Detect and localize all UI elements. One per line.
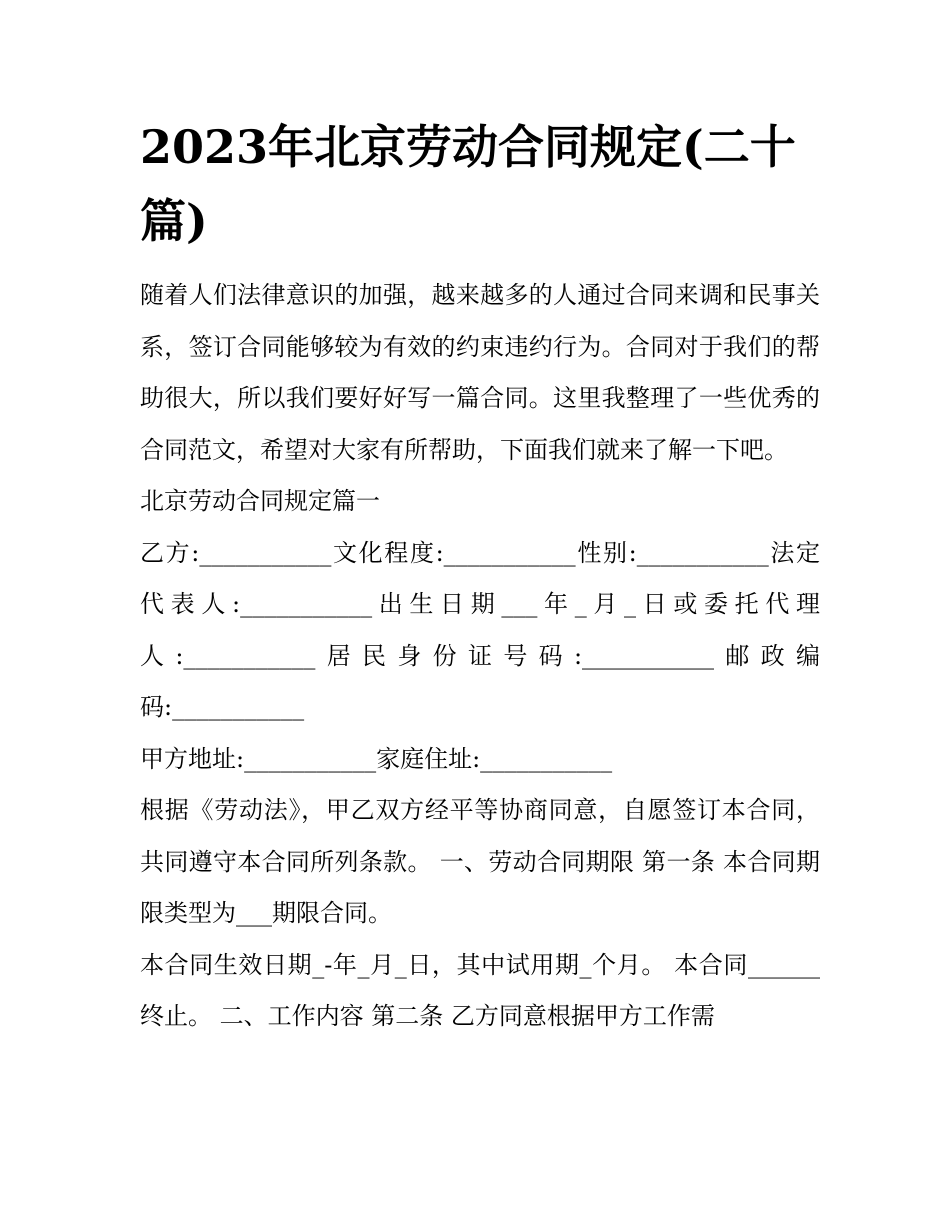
document-title: 2023年北京劳动合同规定(二十篇)	[140, 120, 796, 248]
intro-paragraph: 随着人们法律意识的加强，越来越多的人通过合同来调和民事关系，签订合同能够较为有效的约束违约行为。合同对于我们的帮助很大，所以我们要好好写一篇合同。这里我整理了一些优秀的合同范文，希望对大家有所帮助，下面我们就来了解一下吧。	[140, 281, 820, 464]
party-a-address: 甲方地址:___________家庭住址:___________	[140, 744, 613, 773]
contract-effective-paragraph: 本合同生效日期_-年_月_日，其中试用期_个月。 本合同______终止。 二、工作内容 第二条 乙方同意根据甲方工作需	[140, 950, 820, 1030]
document-body	[140, 110, 820, 1043]
contract-basis-paragraph: 根据《劳动法》，甲乙双方经平等协商同意，自愿签订本合同，共同遵守本合同所列条款。 一、劳动合同期限 第一条 本合同期限类型为___期限合同。	[140, 796, 820, 927]
section-heading: 北京劳动合同规定篇一	[140, 487, 380, 515]
party-b-info: 乙方:___________文化程度:___________性别:___________法定代表人:___________出生日期___年_月_日或委托代理人:___________居民身份证号码:___________邮政编码:___________	[140, 538, 820, 721]
